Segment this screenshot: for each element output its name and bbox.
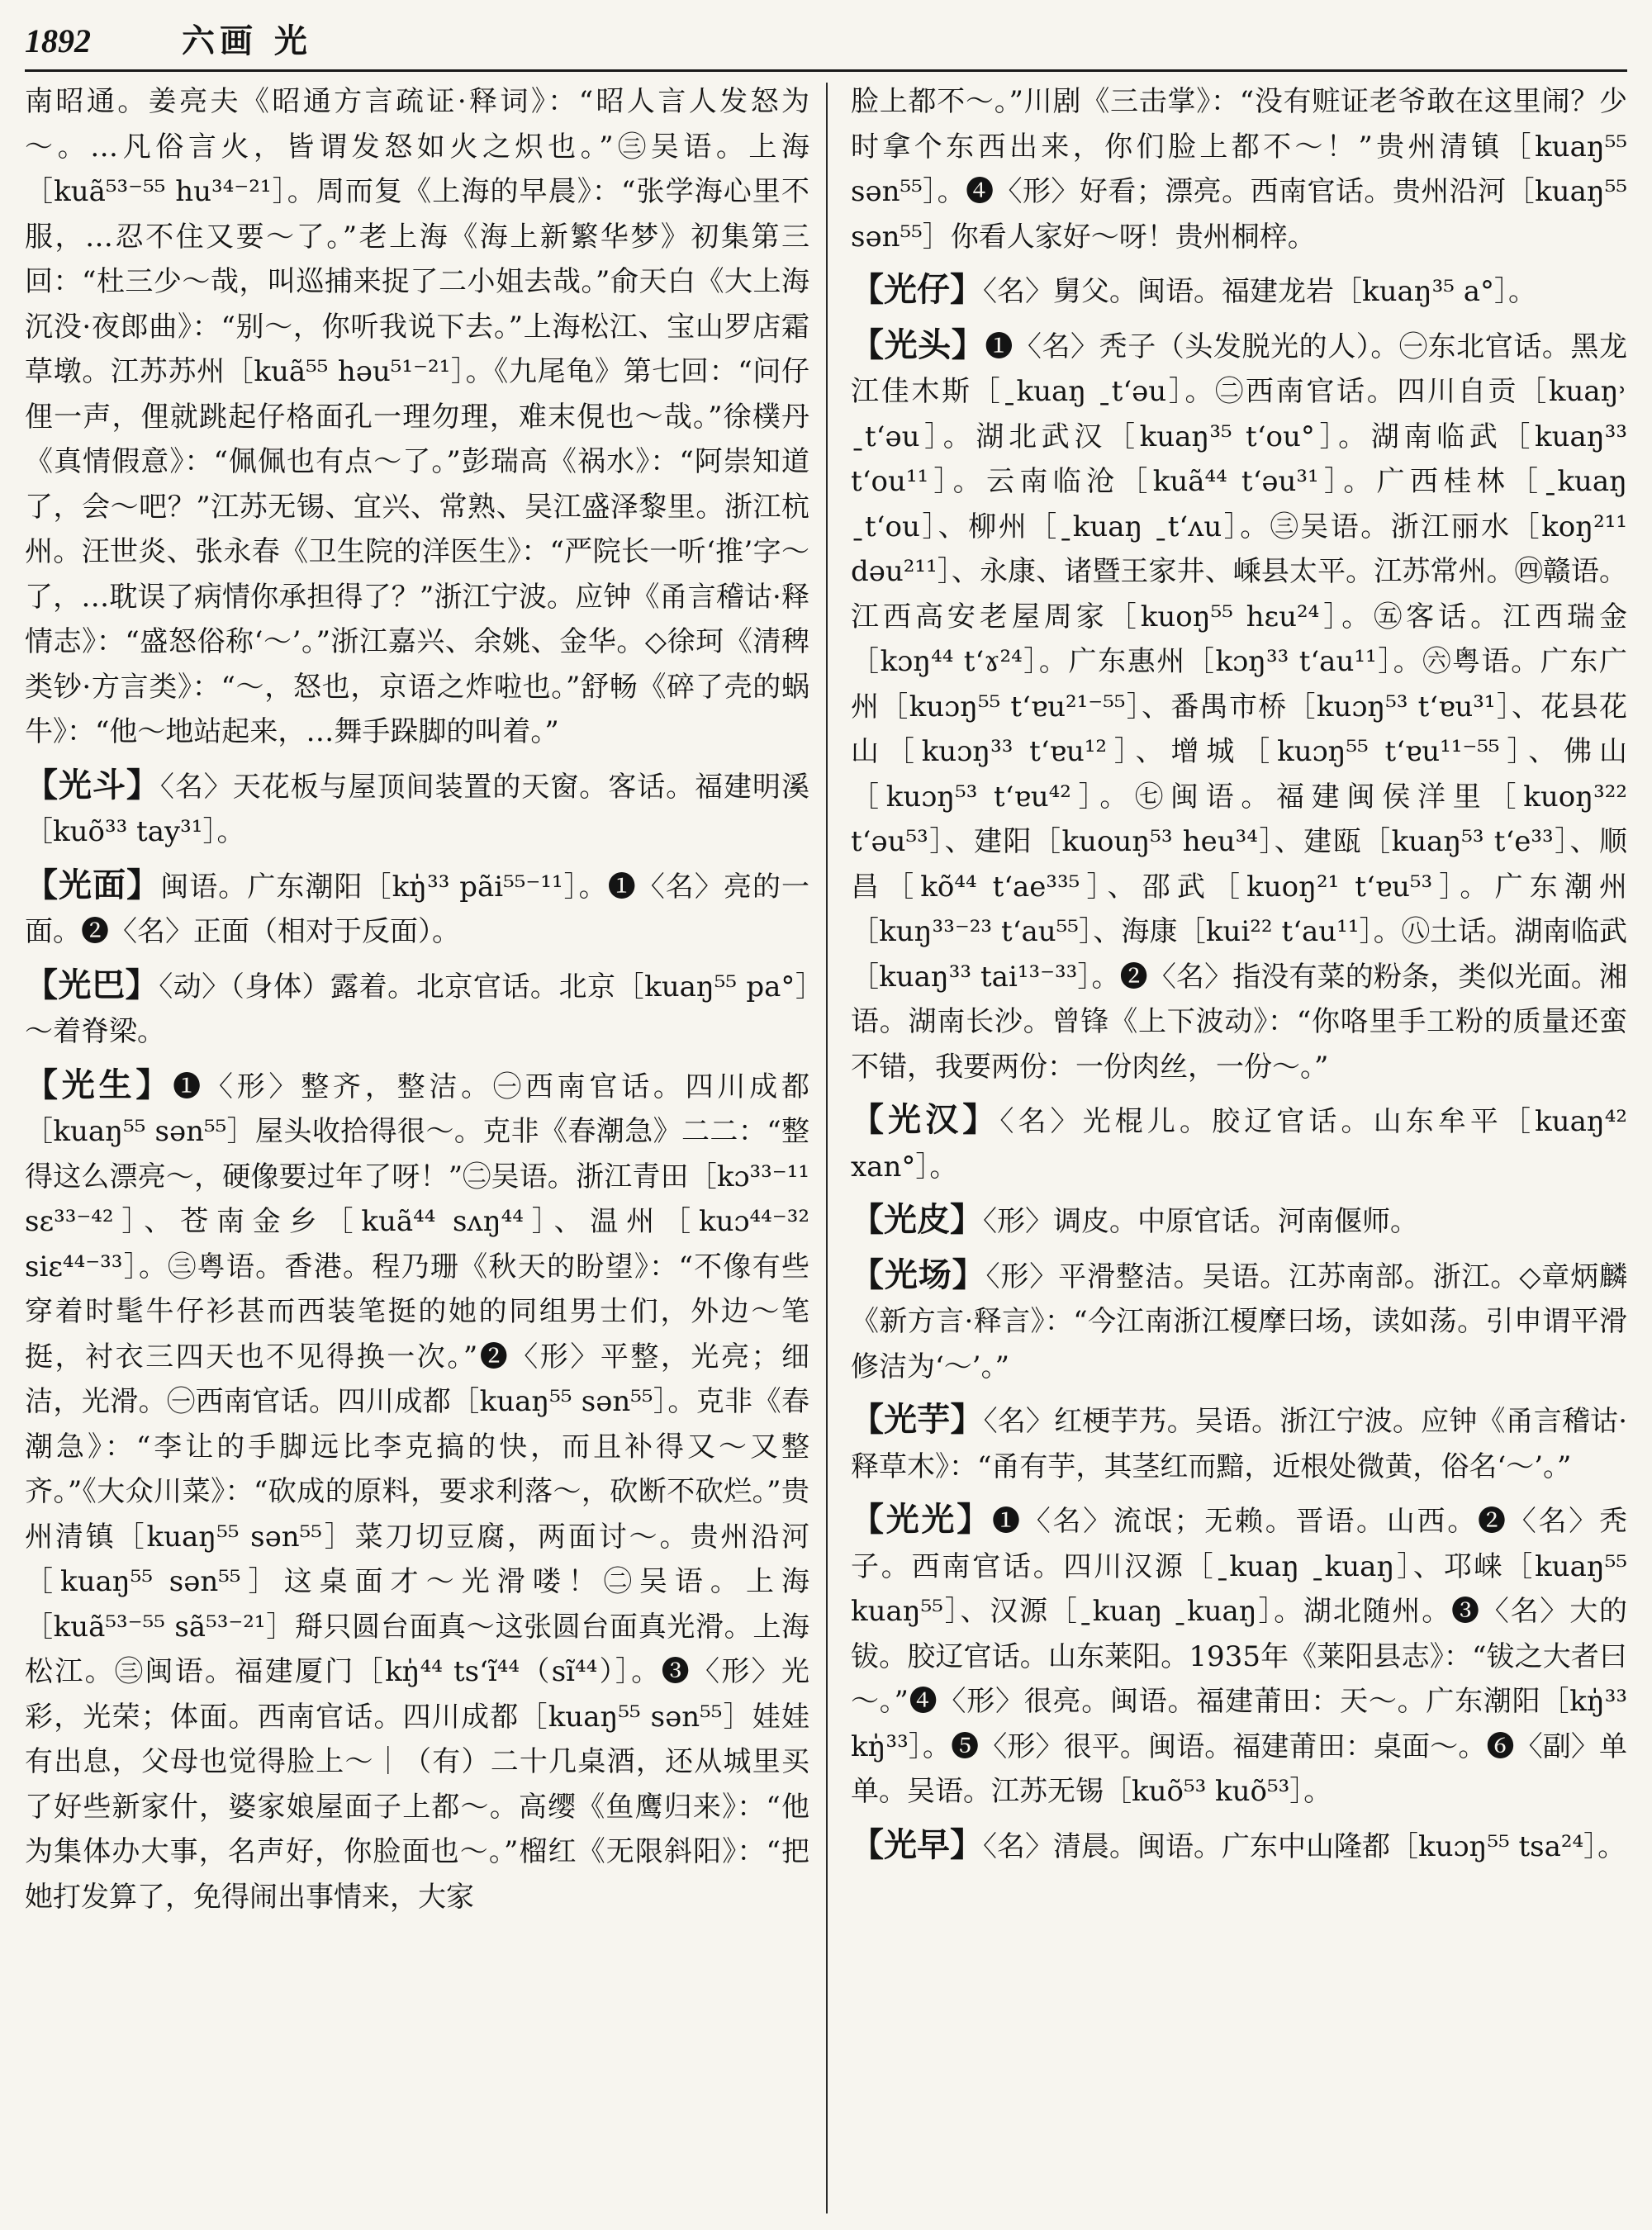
entry-body: 〈名〉光棍儿。胶辽官话。山东牟平［kuaŋ⁴² xan°］。 xyxy=(851,1105,1627,1184)
entry-body: 闽语。广东潮阳［kŋ̍³³ pãi⁵⁵⁻¹¹］。❶〈名〉亮的一面。❷〈名〉正面（相对于反面）。 xyxy=(25,870,809,948)
dictionary-entry xyxy=(25,963,809,1055)
entry-body: 〈名〉舅父。闽语。福建龙岩［kuaŋ³⁵ a°］。 xyxy=(983,275,1537,308)
entry-body: 〈动〉（身体）露着。北京官话。北京［kuaŋ⁵⁵ pa°］～着脊梁。 xyxy=(25,970,809,1048)
entry-headword: 【光生】 xyxy=(25,1065,173,1104)
dictionary-entry xyxy=(851,268,1627,315)
dictionary-entry xyxy=(851,1823,1627,1870)
entry-headword: 【光皮】 xyxy=(851,1200,983,1239)
left-continuation-text: 南昭通。姜亮夫《昭通方言疏证·释词》：“昭人言人发怒为～。…凡俗言火，皆谓发怒如火之炽也。”㊂吴语。上海［kuã⁵³⁻⁵⁵ hu³⁴⁻²¹］。周而复《上海的早晨》：“张学海心里不服，…忍不住又要～了。”老上海《海上新繁华梦》初集第三回：“杜三少～哉，叫巡捕来捉了二小姐去哉。”俞天白《大上海沉没·夜郎曲》：“别～，你听我说下去。”上海松江、宝山罗店霜草墩。江苏苏州［kuã⁵⁵ həu⁵¹⁻²¹］。《九尾龟》第七回：“问仔俚一声，俚就跳起仔格面孔一理勿理，难末俔也～哉。”徐樸丹《真情假意》：“佩佩也有点～了。”彭瑞高《祸水》：“阿崇知道了，会～吧？”江苏无锡、宜兴、常熟、吴江盛泽黎里。浙江杭州。汪世炎、张永春《卫生院的洋医生》：“严院长一听‘推’字～了，…耽误了病情你承担得了？”浙江宁波。应钟《甬言稽诂·释情志》：“盛怒俗称‘～’。”浙江嘉兴、余姚、金华。◇徐珂《清稗类钞·方言类》：“～，怒也，京语之炸啦也。”舒畅《碎了壳的蜗牛》：“他～地站起来，…舞手跺脚的叫着。” xyxy=(25,85,809,748)
entry-headword: 【光汉】 xyxy=(851,1100,1000,1139)
dictionary-entry xyxy=(851,1253,1627,1390)
entry-body: 〈名〉天花板与屋顶间装置的天窗。客话。福建明溪［kuõ³³ tay³¹］。 xyxy=(25,770,809,848)
entry-body: ❶〈名〉秃子（头发脱光的人）。㊀东北官话。黑龙江佳木斯［ˍkuaŋ ˍtʻəu］。㊁西南官话。四川自贡［kuaŋ˒ ˍtʻəu］。湖北武汉［kuaŋ³⁵ tʻou°］。湖南临武［kuaŋ³³ tʻou¹¹］。云南临沧［kuã⁴⁴ tʻəu³¹］。广西桂林［ˍkuaŋ ˍtʻou］、柳州［ˍkuaŋ ˍtʻʌu］。㊂吴语。浙江丽水［koŋ²¹¹ dəu²¹¹］、永康、诸暨王家井、嵊县太平。江苏常州。㊃赣语。江西高安老屋周家［kuoŋ⁵⁵ hɛu²⁴］。㊄客话。江西瑞金［kɔŋ⁴⁴ tʻɤ²⁴］。广东惠州［kɔŋ³³ tʻau¹¹］。㊅粤语。广东广州［kuɔŋ⁵⁵ tʻɐu²¹⁻⁵⁵］、番禺市桥［kuɔŋ⁵³ tʻɐu³¹］、花县花山［kuɔŋ³³ tʻɐu¹²］、增城［kuɔŋ⁵⁵ tʻɐu¹¹⁻⁵⁵］、佛山［kuɔŋ⁵³ tʻɐu⁴²］。㊆闽语。福建闽侯洋里［kuoŋ³²² tʻəu⁵³］、建阳［kuouŋ⁵³ heu³⁴］、建瓯［kuaŋ⁵³ tʻe³³］、顺昌［kõ⁴⁴ tʻae³³⁵］、邵武［kuoŋ²¹ tʻɐu⁵³］。广东潮州［kuŋ³³⁻²³ tʻau⁵⁵］、海康［kui²² tʻau¹¹］。㊇土话。湖南临武［kuaŋ³³ tai¹³⁻³³］。❷〈名〉指没有菜的粉条，类似光面。湘语。湖南长沙。曾锋《上下波动》：“你咯里手工粉的质量还蛮不错，我要两份：一份肉丝，一份～。” xyxy=(851,330,1627,1084)
left-column xyxy=(25,79,809,2223)
entry-body: 〈名〉红梗芋艿。吴语。浙江宁波。应钟《甬言稽诂·释草木》：“甬有芋，其茎红而黯，近根处微黄，俗名‘～’。” xyxy=(851,1405,1627,1483)
section-title: 六画 光 xyxy=(182,21,312,60)
page-header xyxy=(25,15,1627,66)
page-number: 1892 xyxy=(25,22,91,59)
entry-headword: 【光早】 xyxy=(851,1824,983,1864)
dictionary-entry xyxy=(25,863,809,955)
entry-headword: 【光光】 xyxy=(851,1500,992,1539)
right-continuation-text: 脸上都不～。”川剧《三击掌》：“没有赃证老爷敢在这里闹？少时拿个东西出来，你们脸上都不～！”贵州清镇［kuaŋ⁵⁵ sən⁵⁵］。❹〈形〉好看；漂亮。西南官话。贵州沿河［kuaŋ⁵⁵ sən⁵⁵］你看人家好～呀！贵州桐梓。 xyxy=(851,85,1627,254)
dictionary-entry xyxy=(851,1397,1627,1489)
entry-headword: 【光头】 xyxy=(851,325,985,364)
entry-body: 〈形〉平滑整洁。吴语。江苏南部。浙江。◇章炳麟《新方言·释言》：“今江南浙江榎摩曰场，读如荡。引申谓平滑修洁为‘～’。” xyxy=(851,1260,1627,1383)
dictionary-entry xyxy=(851,1198,1627,1245)
entry-headword: 【光芋】 xyxy=(851,1400,984,1439)
header-rule xyxy=(25,69,1627,72)
entry-body: 〈名〉清晨。闽语。广东中山隆都［kuɔŋ⁵⁵ tsa²⁴］。 xyxy=(983,1829,1626,1863)
entry-headword: 【光面】 xyxy=(25,865,161,904)
entry-headword: 【光巴】 xyxy=(25,965,159,1004)
entry-body: ❶〈名〉流氓；无赖。晋语。山西。❷〈名〉秃子。西南官话。四川汉源［ˍkuaŋ ˍkuaŋ］、邛崃［kuaŋ⁵⁵ kuaŋ⁵⁵］、汉源［ˍkuaŋ ˍkuaŋ］。湖北随州。❸〈名〉大的钹。胶辽官话。山东莱阳。1935年《莱阳县志》：“钹之大者曰～。”❹〈形〉很亮。闽语。福建莆田：天～。广东潮阳［kŋ̍³³ kŋ̍³³］。❺〈形〉很平。闽语。福建莆田：桌面～。❻〈副〉单单。吴语。江苏无锡［kuõ⁵³ kuõ⁵³］。 xyxy=(851,1505,1627,1808)
entry-body: 〈形〉调皮。中原官话。河南偃师。 xyxy=(983,1205,1418,1238)
column-divider xyxy=(826,83,828,2213)
dictionary-entry xyxy=(25,763,809,855)
dictionary-entry xyxy=(851,1497,1627,1815)
dictionary-entry xyxy=(25,1063,809,1920)
entry-headword: 【光斗】 xyxy=(25,765,160,804)
entry-body: ❶〈形〉整齐，整洁。㊀西南官话。四川成都［kuaŋ⁵⁵ sən⁵⁵］屋头收拾得很～。克非《春潮急》二二：“整得这么漂亮～，硬像要过年了呀！”㊁吴语。浙江青田［kɔ³³⁻¹¹ sɛ³³⁻⁴²］、苍南金乡［kuã⁴⁴ sʌŋ⁴⁴］、温州［kuɔ⁴⁴⁻³² siɛ⁴⁴⁻³³］。㊂粤语。香港。程乃珊《秋天的盼望》：“不像有些穿着时髦牛仔衫甚而西装笔挺的她的同组男士们，外边～笔挺，衬衣三四天也不见得换一次。”❷〈形〉平整，光亮；细洁，光滑。㊀西南官话。四川成都［kuaŋ⁵⁵ sən⁵⁵］。克非《春潮急》：“李让的手脚远比李克搞的快，而且补得又～又整齐。”《大众川菜》：“砍成的原料，要求利落～，砍断不砍烂。”贵州清镇［kuaŋ⁵⁵ sən⁵⁵］菜刀切豆腐，两面讨～。贵州沿河［kuaŋ⁵⁵ sən⁵⁵］这桌面才～光滑喽！㊁吴语。上海［kuã⁵³⁻⁵⁵ sã⁵³⁻²¹］搿只圆台面真～这张圆台面真光滑。上海松江。㊂闽语。福建厦门［kŋ̍⁴⁴ tsʻĩ⁴⁴（sĩ⁴⁴）］。❸〈形〉光彩，光荣；体面。西南官话。四川成都［kuaŋ⁵⁵ sən⁵⁵］娃娃有出息，父母也觉得脸上～｜（有）二十几桌酒，还从城里买了好些新家什，婆家娘屋面子上都～。高缨《鱼鹰归来》：“他为集体办大事，名声好，你脸面也～。”榴红《无限斜阳》：“把她打发算了，免得闹出事情来，大家 xyxy=(25,1070,809,1914)
entry-headword: 【光仔】 xyxy=(851,270,983,309)
right-column xyxy=(851,79,1627,2223)
entry-headword: 【光场】 xyxy=(851,1255,986,1294)
dictionary-entry xyxy=(851,1098,1627,1189)
dictionary-entry xyxy=(851,323,1627,1090)
